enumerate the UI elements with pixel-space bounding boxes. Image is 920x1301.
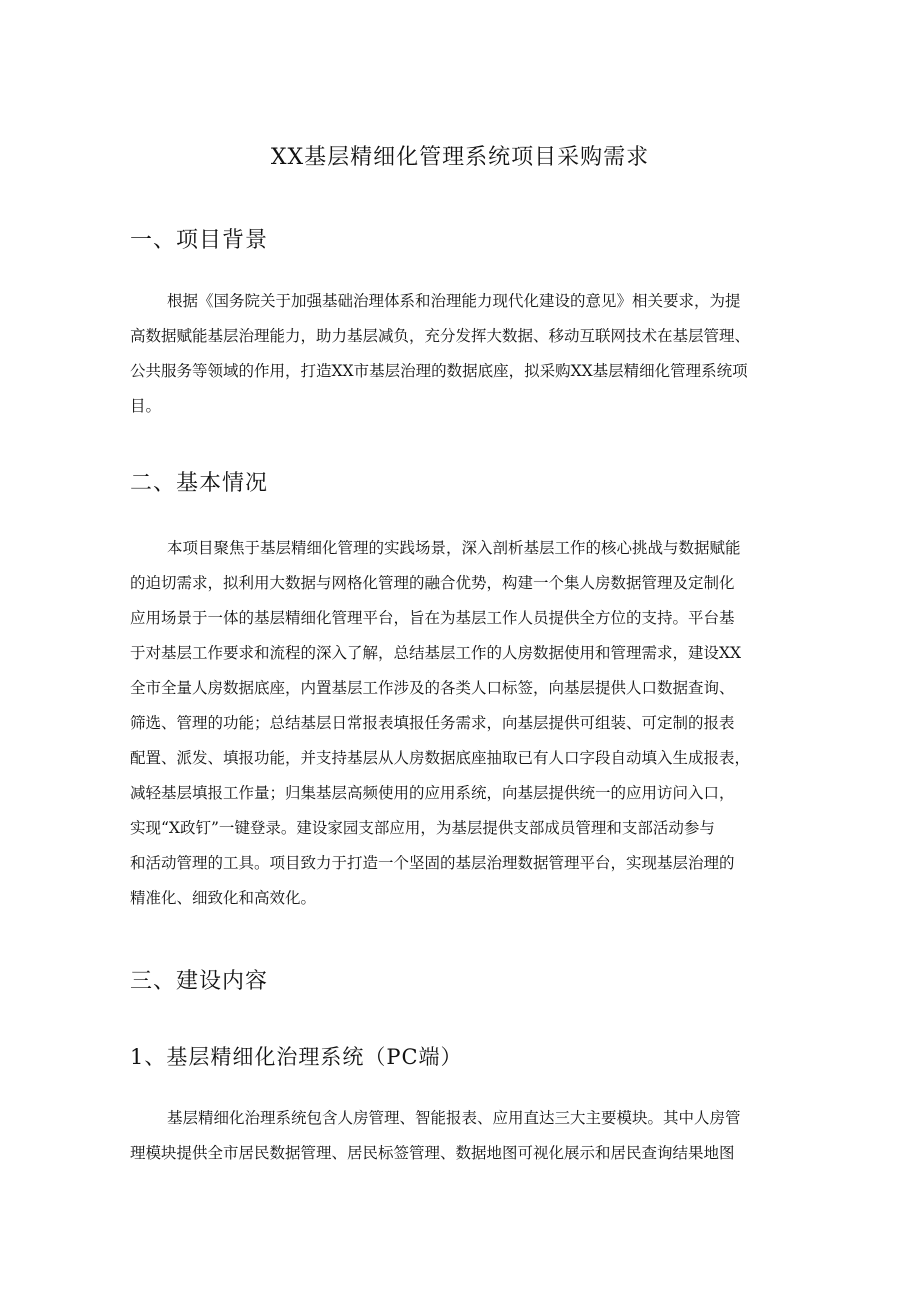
section-heading-background: 一、项目背景 (130, 228, 269, 253)
section-heading-basic-info: 二、基本情况 (130, 471, 269, 496)
paragraph-line: 于对基层工作要求和流程的深入了解，总结基层工作的人房数据使用和管理需求，建设XX (130, 644, 742, 662)
paragraph-line: 和活动管理的工具。项目致力于打造一个坚固的基层治理数据管理平台，实现基层治理的 (130, 854, 735, 872)
paragraph-line: 公共服务等领域的作用，打造XX市基层治理的数据底座，拟采购XX基层精细化管理系统项 (130, 362, 748, 380)
subsection-paragraph-pc-system (130, 1101, 794, 1171)
paragraph-line: 高数据赋能基层治理能力，助力基层减负，充分发挥大数据、移动互联网技术在基层管理、 (130, 327, 751, 345)
section-paragraph-basic-info (130, 531, 794, 916)
subsection-heading-pc-system: 1、基层精细化治理系统（PC端） (130, 1045, 463, 1069)
paragraph-line: 目。 (130, 397, 162, 415)
document-title: XX基层精细化管理系统项目采购需求 (270, 145, 650, 170)
paragraph-line: 减轻基层填报工作量；归集基层高频使用的应用系统，向基层提供统一的应用访问入口， (130, 784, 735, 802)
paragraph-line: 筛选、管理的功能；总结基层日常报表填报任务需求，向基层提供可组装、可定制的报表 (130, 714, 735, 732)
paragraph-line: 基层精细化治理系统包含人房管理、智能报表、应用直达三大主要模块。其中人房管 (167, 1109, 741, 1127)
paragraph-line: 理模块提供全市居民数据管理、居民标签管理、数据地图可视化展示和居民查询结果地图 (130, 1144, 735, 1162)
paragraph-line: 应用场景于一体的基层精细化管理平台，旨在为基层工作人员提供全方位的支持。平台基 (130, 609, 735, 627)
paragraph-line: 配置、派发、填报功能，并支持基层从人房数据底座抽取已有人口字段自动填入生成报表， (130, 749, 751, 767)
paragraph-line: 精准化、细致化和高效化。 (130, 889, 317, 907)
paragraph-line: 根据《国务院关于加强基础治理体系和治理能力现代化建设的意见》相关要求，为提 (167, 292, 741, 310)
paragraph-line: 本项目聚焦于基层精细化管理的实践场景，深入剖析基层工作的核心挑战与数据赋能 (167, 539, 741, 557)
section-heading-construction: 三、建设内容 (130, 969, 269, 994)
paragraph-line: 全市全量人房数据底座，内置基层工作涉及的各类人口标签，向基层提供人口数据查询、 (130, 679, 735, 697)
section-paragraph-background (130, 284, 794, 424)
paragraph-line: 的迫切需求，拟利用大数据与网格化管理的融合优势，构建一个集人房数据管理及定制化 (130, 574, 735, 592)
paragraph-line: 实现“X政钉”一键登录。建设家园支部应用，为基层提供支部成员管理和支部活动参与 (130, 819, 715, 837)
